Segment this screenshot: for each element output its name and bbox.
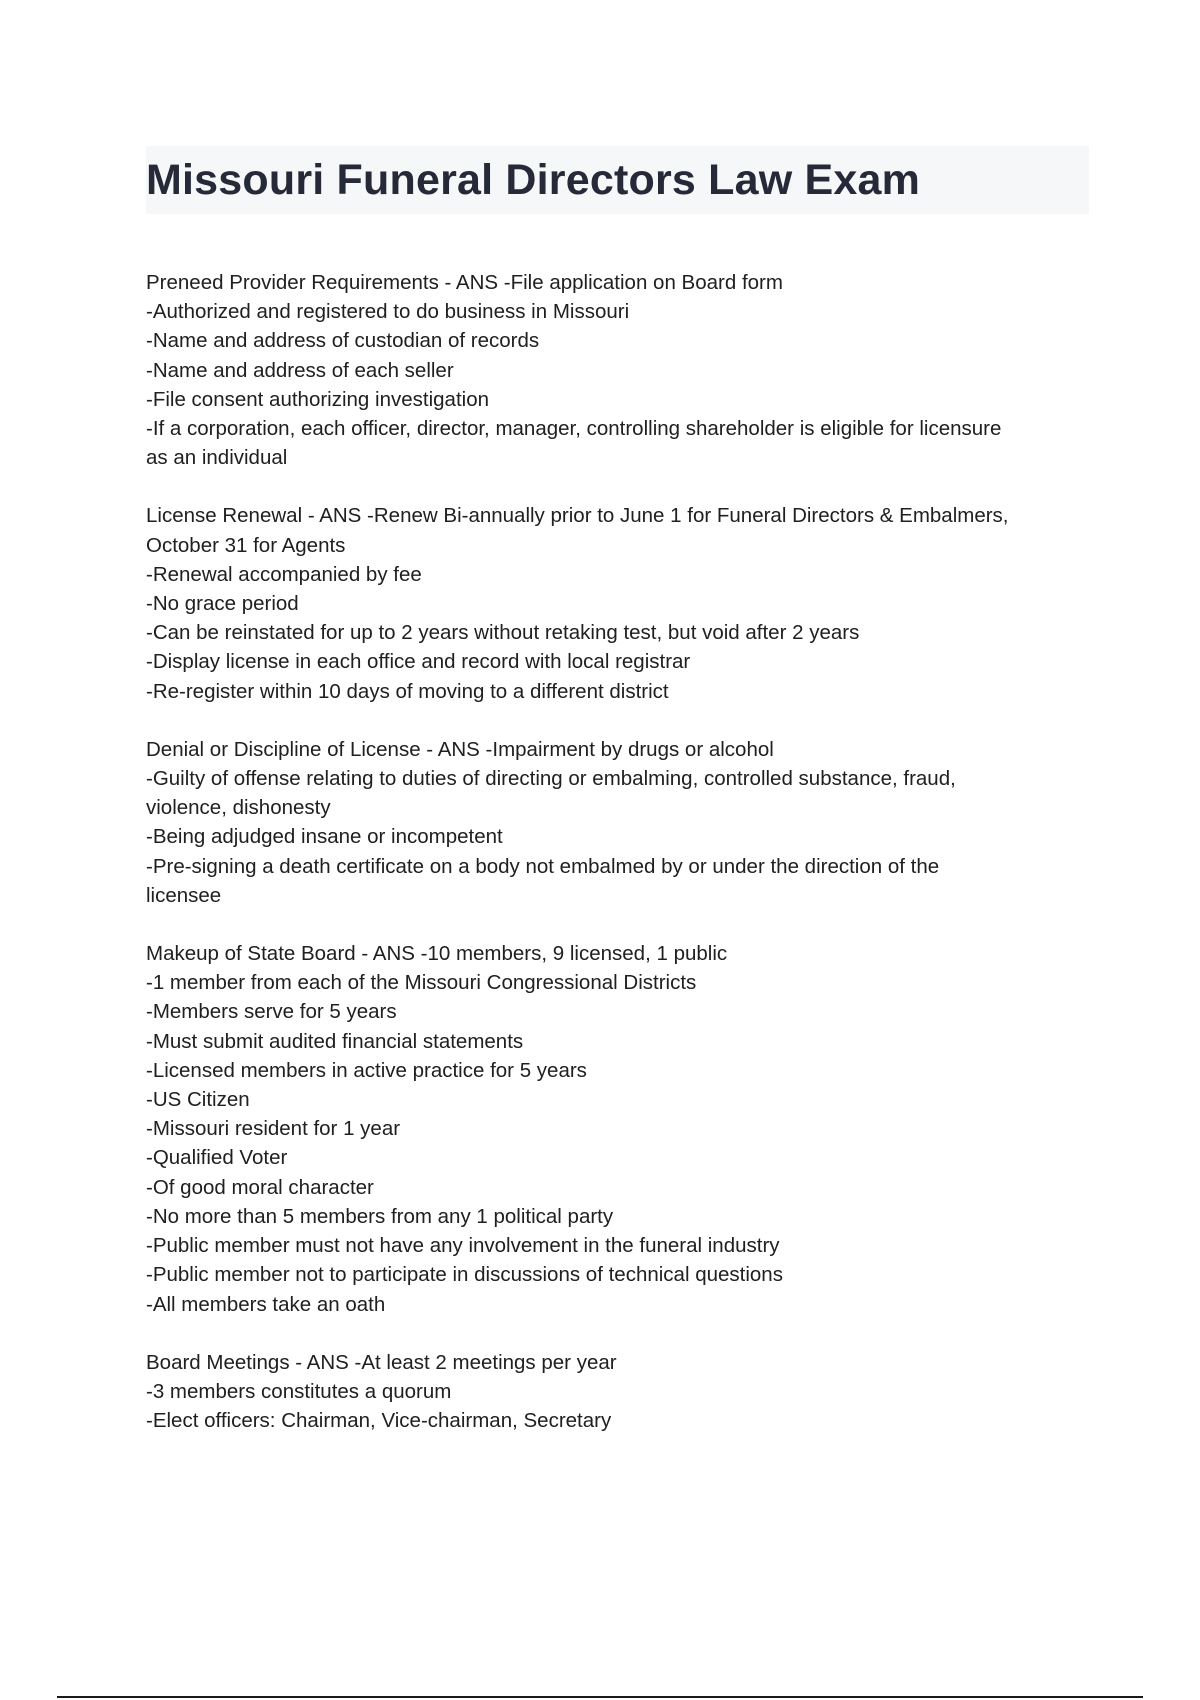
text-line: -Members serve for 5 years <box>146 1000 397 1024</box>
text-line: -No more than 5 members from any 1 political party <box>146 1204 614 1228</box>
text-line: -US Citizen <box>146 1088 250 1112</box>
section-makeup-of-state-board <box>146 939 1086 1319</box>
text-line: -1 member from each of the Missouri Congressional Districts <box>146 971 697 995</box>
text-line: -File consent authorizing investigation <box>146 387 489 411</box>
section-board-meetings <box>146 1348 1086 1436</box>
text-line: -Of good moral character <box>146 1175 374 1199</box>
text-line: -If a corporation, each officer, director, manager, controlling shareholder is eligible for licensure <box>146 417 1002 441</box>
text-line: -Guilty of offense relating to duties of directing or embalming, controlled substance, fraud, <box>146 767 956 791</box>
text-line: -Being adjudged insane or incompetent <box>146 825 503 849</box>
text-line: -Licensed members in active practice for 5 years <box>146 1058 587 1082</box>
section-preneed-provider-requirements <box>146 268 1086 472</box>
text-line: Preneed Provider Requirements - ANS -File application on Board form <box>146 271 783 294</box>
text-line: License Renewal - ANS -Renew Bi-annually prior to June 1 for Funeral Directors & Embalmers, <box>146 504 1009 528</box>
text-line: -Pre-signing a death certificate on a body not embalmed by or under the direction of the <box>146 854 940 878</box>
text-line: -3 members constitutes a quorum <box>146 1379 452 1403</box>
text-line: -Display license in each office and record with local registrar <box>146 650 691 674</box>
text-line: October 31 for Agents <box>146 533 346 557</box>
text-line: licensee <box>146 883 222 907</box>
text-line: -No grace period <box>146 592 299 616</box>
text-line: -Name and address of custodian of records <box>146 329 540 353</box>
text-line: Denial or Discipline of License - ANS -Impairment by drugs or alcohol <box>146 737 774 761</box>
text-line: -Elect officers: Chairman, Vice-chairman, Secretary <box>146 1409 612 1433</box>
text-line: -Public member not to participate in discussions of technical questions <box>146 1263 783 1287</box>
text-line: -Must submit audited financial statements <box>146 1029 524 1053</box>
text-line: -Can be reinstated for up to 2 years without retaking test, but void after 2 years <box>146 621 860 645</box>
footer-rule <box>57 1696 1143 1698</box>
text-line: -Authorized and registered to do business in Missouri <box>146 300 630 324</box>
text-line: -Name and address of each seller <box>146 358 454 382</box>
text-line: -Qualified Voter <box>146 1146 288 1170</box>
page-title: Missouri Funeral Directors Law Exam <box>146 155 921 204</box>
title-bar <box>146 146 1089 214</box>
document-body <box>146 268 1086 1464</box>
text-line: -Renewal accompanied by fee <box>146 562 422 586</box>
text-line: -Re-register within 10 days of moving to a different district <box>146 679 669 703</box>
text-line: -Public member must not have any involvement in the funeral industry <box>146 1234 780 1258</box>
text-line: Makeup of State Board - ANS -10 members, 9 licensed, 1 public <box>146 942 728 966</box>
text-line: -All members take an oath <box>146 1292 386 1316</box>
text-line: Board Meetings - ANS -At least 2 meetings per year <box>146 1350 617 1374</box>
section-license-renewal <box>146 501 1086 705</box>
text-line: -Missouri resident for 1 year <box>146 1117 401 1141</box>
text-line: as an individual <box>146 446 288 470</box>
section-denial-or-discipline <box>146 735 1086 910</box>
text-line: violence, dishonesty <box>146 796 331 820</box>
